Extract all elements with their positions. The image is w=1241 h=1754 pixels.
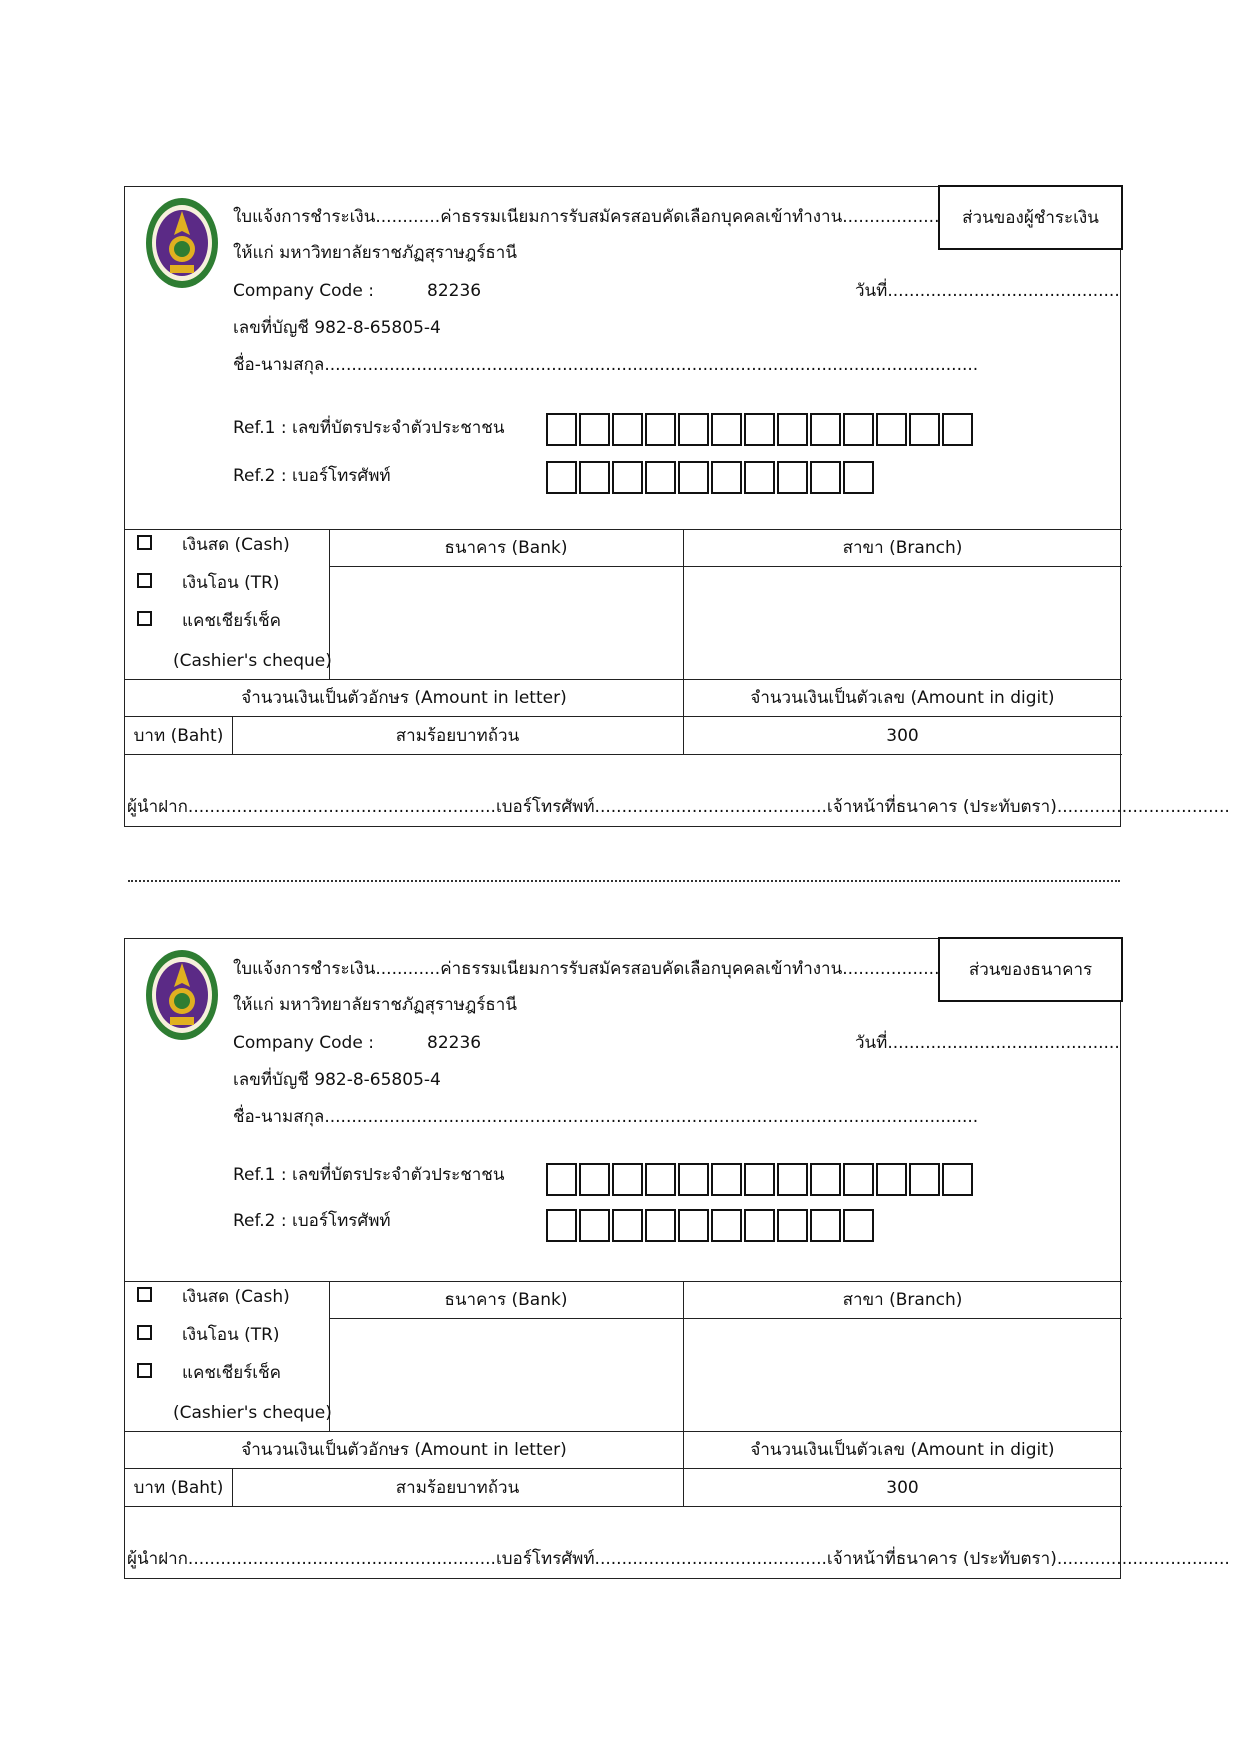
transfer-checkbox[interactable] [137, 573, 152, 588]
company-code: 82236 [427, 281, 482, 301]
ref1-digit-box[interactable] [645, 413, 676, 446]
slip-footer: ผู้นำฝาก.........................................................เบอร์โทรศัพท์...........................................เจ้าหน้าที่ธนาคาร (ประทับตรา)................................ [127, 797, 1230, 817]
ref1-digit-box[interactable] [876, 1163, 907, 1196]
ref1-digit-box[interactable] [843, 413, 874, 446]
ref1-digit-box[interactable] [942, 413, 973, 446]
company-code: 82236 [427, 1033, 482, 1053]
ref2-grid [546, 1209, 876, 1242]
table-line [125, 1431, 1122, 1432]
slip-footer: ผู้นำฝาก.........................................................เบอร์โทรศัพท์...........................................เจ้าหน้าที่ธนาคาร (ประทับตรา)................................ [127, 1549, 1230, 1569]
cheque-checkbox[interactable] [137, 1363, 152, 1378]
slip-title: ใบแจ้งการชำระเงิน............ค่าธรรมเนียมการรับสมัครสอบคัดเลือกบุคคลเข้าทำงาน.................. [233, 207, 940, 227]
branch-field[interactable] [685, 568, 1120, 678]
ref1-digit-box[interactable] [546, 1163, 577, 1196]
bank-field[interactable] [331, 1320, 681, 1430]
amount-digit: 300 [886, 726, 919, 746]
ref1-digit-box[interactable] [876, 413, 907, 446]
pay-method-cheque: แคชเชียร์เช็ค [182, 1363, 282, 1383]
bank-header: ธนาคาร (Bank) [444, 1290, 568, 1310]
amount-digit: 300 [886, 1478, 919, 1498]
pay-method-cash: เงินสด (Cash) [182, 1287, 290, 1307]
ref1-digit-box[interactable] [579, 1163, 610, 1196]
pay-method-cash: เงินสด (Cash) [182, 535, 290, 555]
part-label-box [938, 185, 1123, 250]
ref1-digit-box[interactable] [678, 1163, 709, 1196]
account-number: เลขที่บัญชี 982-8-65805-4 [233, 1070, 441, 1090]
amount-digit-header: จำนวนเงินเป็นตัวเลข (Amount in digit) [750, 1440, 1055, 1460]
ref1-digit-box[interactable] [645, 1163, 676, 1196]
table-header-line [329, 1318, 1122, 1319]
ref1-digit-box[interactable] [909, 1163, 940, 1196]
ref1-digit-box[interactable] [546, 413, 577, 446]
university-seal-icon [143, 195, 221, 291]
part-label-box [938, 937, 1123, 1002]
bank-field[interactable] [331, 568, 681, 678]
part-label: ส่วนของธนาคาร [968, 960, 1093, 980]
ref2-digit-box[interactable] [546, 461, 577, 494]
ref2-digit-box[interactable] [810, 461, 841, 494]
ref1-digit-box[interactable] [579, 413, 610, 446]
table-line [125, 1468, 1122, 1469]
cash-checkbox[interactable] [137, 535, 152, 550]
ref2-digit-box[interactable] [579, 1209, 610, 1242]
ref2-digit-box[interactable] [678, 461, 709, 494]
table-divider [683, 1281, 684, 1506]
transfer-checkbox[interactable] [137, 1325, 152, 1340]
company-code-label: Company Code : [233, 1033, 374, 1053]
account-number: เลขที่บัญชี 982-8-65805-4 [233, 318, 441, 338]
ref1-digit-box[interactable] [744, 413, 775, 446]
bank-header: ธนาคาร (Bank) [444, 538, 568, 558]
payee: ให้แก่ มหาวิทยาลัยราชภัฏสุราษฎร์ธานี [233, 995, 517, 1015]
ref2-digit-box[interactable] [744, 1209, 775, 1242]
cut-line [128, 880, 1120, 882]
table-line [125, 716, 1122, 717]
ref2-digit-box[interactable] [579, 461, 610, 494]
ref2-grid [546, 461, 876, 494]
ref1-digit-box[interactable] [678, 413, 709, 446]
pay-method-cheque: แคชเชียร์เช็ค [182, 611, 282, 631]
table-line [125, 754, 1122, 755]
ref2-digit-box[interactable] [777, 1209, 808, 1242]
branch-header: สาขา (Branch) [842, 1290, 963, 1310]
slip-title: ใบแจ้งการชำระเงิน............ค่าธรรมเนียมการรับสมัครสอบคัดเลือกบุคคลเข้าทำงาน.................. [233, 959, 940, 979]
ref2-digit-box[interactable] [711, 1209, 742, 1242]
amount-letter: สามร้อยบาทถ้วน [395, 726, 520, 746]
ref2-digit-box[interactable] [546, 1209, 577, 1242]
ref1-digit-box[interactable] [810, 413, 841, 446]
cheque-checkbox[interactable] [137, 611, 152, 626]
ref2-digit-box[interactable] [843, 461, 874, 494]
university-seal-icon [143, 947, 221, 1043]
ref2-digit-box[interactable] [777, 461, 808, 494]
ref1-digit-box[interactable] [711, 413, 742, 446]
part-label: ส่วนของผู้ชำระเงิน [962, 208, 1099, 228]
amount-letter-header: จำนวนเงินเป็นตัวอักษร (Amount in letter) [241, 688, 567, 708]
company-code-label: Company Code : [233, 281, 374, 301]
table-top-line [125, 529, 1122, 530]
table-header-line [329, 566, 1122, 567]
name-field[interactable]: ชื่อ-นามสกุล......................................................................................................................... [233, 355, 979, 375]
ref2-digit-box[interactable] [744, 461, 775, 494]
ref1-digit-box[interactable] [843, 1163, 874, 1196]
baht-label: บาท (Baht) [133, 1478, 224, 1498]
ref1-digit-box[interactable] [909, 413, 940, 446]
branch-header: สาขา (Branch) [842, 538, 963, 558]
name-field[interactable]: ชื่อ-นามสกุล......................................................................................................................... [233, 1107, 979, 1127]
ref1-digit-box[interactable] [612, 413, 643, 446]
payment-slip-payer [124, 186, 1230, 827]
ref2-digit-box[interactable] [810, 1209, 841, 1242]
table-line [125, 679, 1122, 680]
ref1-digit-box[interactable] [777, 1163, 808, 1196]
ref2-digit-box[interactable] [612, 1209, 643, 1242]
branch-field[interactable] [685, 1320, 1120, 1430]
ref1-grid [546, 413, 975, 446]
ref2-label: Ref.2 : เบอร์โทรศัพท์ [233, 1211, 391, 1231]
ref1-digit-box[interactable] [744, 1163, 775, 1196]
cash-checkbox[interactable] [137, 1287, 152, 1302]
amount-letter-header: จำนวนเงินเป็นตัวอักษร (Amount in letter) [241, 1440, 567, 1460]
table-divider [683, 529, 684, 754]
pay-method-transfer: เงินโอน (TR) [182, 1325, 280, 1345]
ref2-digit-box[interactable] [711, 461, 742, 494]
ref1-digit-box[interactable] [612, 1163, 643, 1196]
cheque-note: (Cashier's cheque) [173, 1403, 332, 1423]
pay-method-transfer: เงินโอน (TR) [182, 573, 280, 593]
ref1-label: Ref.1 : เลขที่บัตรประจำตัวประชาชน [233, 418, 505, 438]
table-top-line [125, 1281, 1122, 1282]
date-field[interactable]: วันที่........................................... [855, 1033, 1120, 1053]
table-line [125, 1506, 1122, 1507]
cheque-note: (Cashier's cheque) [173, 651, 332, 671]
ref2-digit-box[interactable] [645, 1209, 676, 1242]
ref2-digit-box[interactable] [678, 1209, 709, 1242]
payee: ให้แก่ มหาวิทยาลัยราชภัฏสุราษฎร์ธานี [233, 243, 517, 263]
ref2-digit-box[interactable] [612, 461, 643, 494]
ref1-digit-box[interactable] [942, 1163, 973, 1196]
ref1-digit-box[interactable] [711, 1163, 742, 1196]
ref2-digit-box[interactable] [645, 461, 676, 494]
ref2-digit-box[interactable] [843, 1209, 874, 1242]
amount-digit-header: จำนวนเงินเป็นตัวเลข (Amount in digit) [750, 688, 1055, 708]
ref1-digit-box[interactable] [777, 413, 808, 446]
payment-slip-bank [124, 938, 1230, 1579]
baht-label: บาท (Baht) [133, 726, 224, 746]
ref1-digit-box[interactable] [810, 1163, 841, 1196]
ref2-label: Ref.2 : เบอร์โทรศัพท์ [233, 466, 391, 486]
ref1-label: Ref.1 : เลขที่บัตรประจำตัวประชาชน [233, 1165, 505, 1185]
ref1-grid [546, 1163, 975, 1196]
date-field[interactable]: วันที่........................................... [855, 281, 1120, 301]
amount-letter: สามร้อยบาทถ้วน [395, 1478, 520, 1498]
